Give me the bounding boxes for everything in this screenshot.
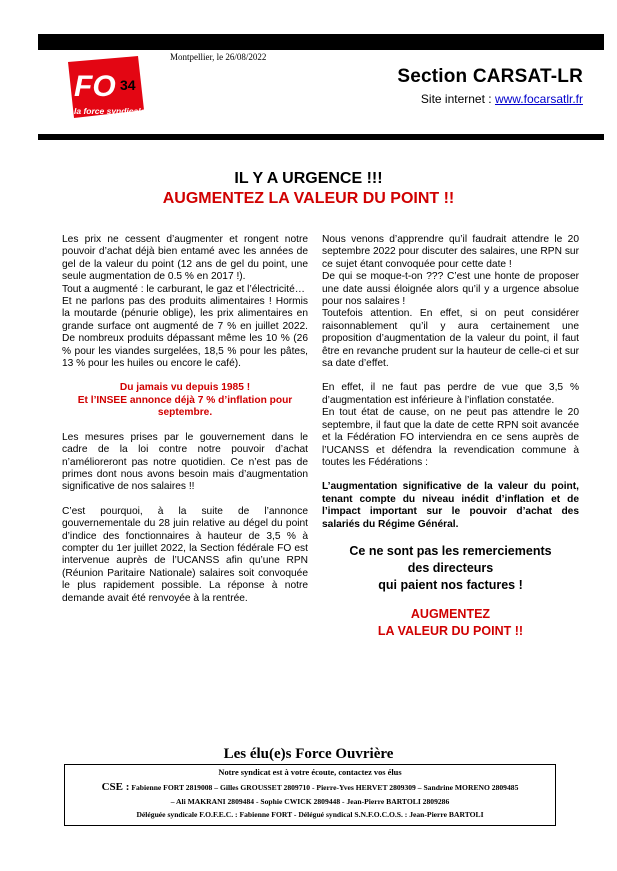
closing-line: qui paient nos factures ! <box>378 577 523 592</box>
paragraph: Les mesures prises par le gouvernement dans le cadre de la loi contre notre pouvoir d’achat n’amélioreront pas notre quotidien. Ce n’est pas de primes dont nous avons besoin mais d’augmentation significative de nos salaires !! <box>62 431 308 493</box>
website-label: Site internet : <box>420 92 492 106</box>
highlight-text: Du jamais vu depuis 1985 ! <box>119 382 251 394</box>
cse-label: CSE : <box>101 781 130 793</box>
closing-line: des directeurs <box>407 560 494 575</box>
cse-members-2: – Ali MAKRANI 2809484 - Sophie CWICK 2809448 - Jean-Pierre BARTOLI 2809286 <box>170 797 450 806</box>
urgence-title: IL Y A URGENCE !!! <box>234 170 383 187</box>
paragraph: C’est pourquoi, à la suite de l’annonce gouvernementale du 28 juin relative au dégel du point d’indice des fonctionnaires à hauteur de 3,5 % à compter du 1er juillet 2022, la Section fédérale FO est intervenue auprès de l’UCANSS afin qu’une RPN (Réunion Paritaire Nationale) salaires soit convoquée le plus rapidement possible. La réponse à notre demande avait été renvoyée à la rentrée. <box>62 505 308 604</box>
cse-line <box>65 781 555 793</box>
elus-title: Les élu(e)s Force Ouvrière <box>223 746 394 762</box>
ecoute-line: Notre syndicat est à votre écoute, contactez vos élus <box>218 768 402 777</box>
closing-line: Ce ne sont pas les remerciements <box>349 543 552 558</box>
right-column <box>322 234 579 640</box>
logo-main: FO <box>74 70 116 103</box>
website-link[interactable]: www.focarsatlr.fr <box>494 92 583 106</box>
closing-red-line: LA VALEUR DU POINT !! <box>377 623 524 638</box>
paragraph: Toutefois attention. En effet, si on peut considérer raisonnablement qu’il y aura certainement une proposition d’augmentation de la valeur du point, il faut être en revanche prudent sur la hauteur de celle-ci et sur sa date d’effet. <box>322 308 579 370</box>
paragraph: Et ne parlons pas des produits alimentaires ! Hormis la moutarde (pénurie oblige), les prix alimentaires en grande surface ont augmenté de 7 % en juillet 2022. De nombreux produits dépassant même les 10 % (26 % pour les viandes surgelées, 18,5 % pour les pâtes, 13 % pour les huiles ou encore le café). <box>62 296 308 370</box>
header-bar <box>38 34 604 50</box>
paragraph: Les prix ne cessent d’augmenter et rongent notre pouvoir d’achat déjà bien entamé avec les années de gel de la valeur du point (12 ans de gel du point, une seule augmentation de 0.5 % en 2017 !). <box>62 234 308 283</box>
paragraph: Tout a augmenté : le carburant, le gaz et l’électricité… <box>62 283 305 295</box>
highlight-text: Et l’INSEE annonce déjà 7 % d’inflation pour septembre. <box>77 394 293 419</box>
left-column <box>62 234 308 605</box>
fo-logo <box>60 52 156 126</box>
headline-title: AUGMENTEZ LA VALEUR DU POINT !! <box>162 190 455 207</box>
section-title: Section CARSAT-LR <box>397 66 583 87</box>
header-divider <box>38 134 604 140</box>
paragraph: En tout état de cause, on ne peut pas attendre le 20 septembre, il faut que la date de cette RPN soit avancée et la Fédération FO interviendra en ce sens auprès de l’UCANSS et défendra la revendication commune à toutes les Fédérations : <box>322 407 579 468</box>
paragraph: En effet, il ne faut pas perdre de vue que 3,5 % d’augmentation est inférieure à l’inflation constatée. <box>322 382 579 406</box>
website-line <box>421 92 583 106</box>
logo-number: 34 <box>120 77 136 93</box>
closing-red-line: AUGMENTEZ <box>410 606 491 621</box>
delegues-line: Déléguée syndicale F.O.F.E.C. : Fabienne FORT - Délégué syndical S.N.F.O.C.O.S. : Jean-Pierre BARTOLI <box>136 810 484 819</box>
paragraph: De qui se moque-t-on ??? C’est une honte de proposer une date aussi éloignée alors qu’il y a urgence absolue pour nos salaires ! <box>322 271 579 308</box>
document-date: Montpellier, le 26/08/2022 <box>170 52 267 62</box>
paragraph: Nous venons d’apprendre qu’il faudrait attendre le 20 septembre 2022 pour discuter des salaires, une RPN sur ce sujet étant convoquée pour cette date ! <box>322 234 579 270</box>
demand-paragraph: L’augmentation significative de la valeur du point, tenant compte du niveau inédit d’inflation et de l’impact important sur le pouvoir d’achat des salariés du Régime Général. <box>322 481 579 530</box>
fo-logo-graphic <box>60 52 156 126</box>
contact-box <box>64 764 556 826</box>
cse-members-1: Fabienne FORT 2819008 – Gilles GROUSSET 2809710 - Pierre-Yves HERVET 2809309 – Sandrine MORENO 2809485 <box>131 783 519 792</box>
logo-tagline: la force syndicale <box>74 106 146 116</box>
